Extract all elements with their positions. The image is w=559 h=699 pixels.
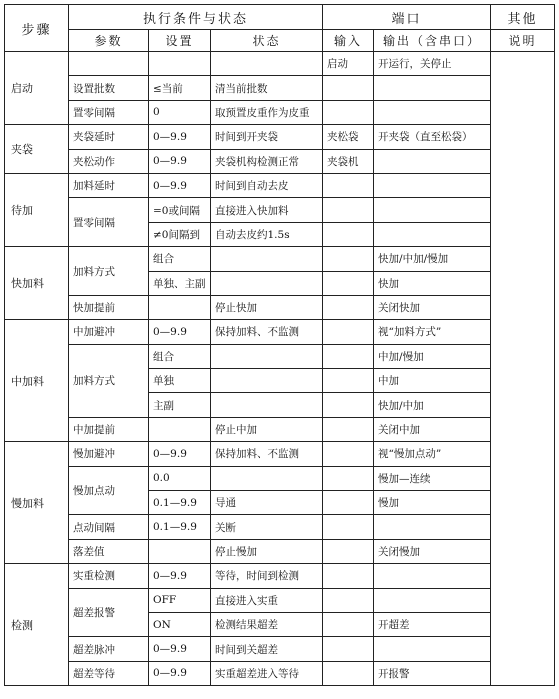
table-row xyxy=(5,588,555,612)
setting-cell: 组合 xyxy=(149,247,211,271)
input-cell xyxy=(323,173,374,197)
table-row xyxy=(5,466,555,490)
param-cell: 实重检测 xyxy=(69,564,149,588)
state-cell xyxy=(211,466,323,490)
setting-cell: 单独 xyxy=(149,369,211,393)
step-cell: 检测 xyxy=(5,564,69,686)
param-cell: 点动间隔 xyxy=(69,515,149,539)
setting-cell: 0—9.9 xyxy=(149,173,211,197)
header-step: 步骤 xyxy=(5,5,69,52)
input-cell xyxy=(323,515,374,539)
setting-cell: 组合 xyxy=(149,344,211,368)
state-cell: 停止慢加 xyxy=(211,539,323,563)
table-row xyxy=(5,247,555,271)
input-cell xyxy=(323,271,374,295)
output-cell: 关闭快加 xyxy=(374,295,491,319)
input-cell xyxy=(323,661,374,685)
output-cell xyxy=(374,173,491,197)
param-cell: 置零间隔 xyxy=(69,198,149,247)
state-cell: 时间到开夹袋 xyxy=(211,125,323,149)
state-cell: 停止中加 xyxy=(211,417,323,441)
table-row xyxy=(5,76,555,100)
param-cell xyxy=(69,52,149,76)
state-cell: 自动去皮约1.5s xyxy=(211,222,323,246)
table-row xyxy=(5,344,555,368)
state-cell xyxy=(211,247,323,271)
table-row xyxy=(5,539,555,563)
output-cell: 快加 xyxy=(374,271,491,295)
input-cell xyxy=(323,369,374,393)
param-cell: 夹松动作 xyxy=(69,149,149,173)
output-cell: 开超差 xyxy=(374,612,491,636)
state-cell: 等待，时间到检测 xyxy=(211,564,323,588)
step-cell: 启动 xyxy=(5,52,69,125)
output-cell: 视“加料方式” xyxy=(374,320,491,344)
setting-cell: 0—9.9 xyxy=(149,661,211,685)
output-cell xyxy=(374,222,491,246)
param-cell: 夹袋延时 xyxy=(69,125,149,149)
header-input: 输入 xyxy=(323,30,374,52)
setting-cell: ≠0间隔到 xyxy=(149,222,211,246)
step-cell: 待加 xyxy=(5,173,69,246)
param-cell: 超差脉冲 xyxy=(69,637,149,661)
param-cell: 置零间隔 xyxy=(69,100,149,124)
input-cell xyxy=(323,247,374,271)
setting-cell: 0—9.9 xyxy=(149,637,211,661)
state-cell: 清当前批数 xyxy=(211,76,323,100)
input-cell xyxy=(323,612,374,636)
header-row-2 xyxy=(5,30,555,52)
step-cell: 慢加料 xyxy=(5,442,69,564)
state-cell: 直接进入快加料 xyxy=(211,198,323,222)
table-row xyxy=(5,52,555,76)
setting-cell: ON xyxy=(149,612,211,636)
output-cell: 慢加 xyxy=(374,491,491,515)
output-cell: 快加/中加 xyxy=(374,393,491,417)
output-cell xyxy=(374,588,491,612)
header-exec: 执行条件与状态 xyxy=(69,5,323,30)
param-cell: 慢加点动 xyxy=(69,466,149,515)
header-state: 状态 xyxy=(211,30,323,52)
state-cell: 直接进入实重 xyxy=(211,588,323,612)
table-row xyxy=(5,295,555,319)
header-other: 其他 xyxy=(491,5,555,30)
setting-cell: OFF xyxy=(149,588,211,612)
setting-cell xyxy=(149,539,211,563)
output-cell xyxy=(374,100,491,124)
table-row xyxy=(5,173,555,197)
table-row xyxy=(5,125,555,149)
table-row xyxy=(5,515,555,539)
input-cell xyxy=(323,222,374,246)
process-table-container xyxy=(4,4,554,697)
state-cell: 导通 xyxy=(211,491,323,515)
setting-cell: 0—9.9 xyxy=(149,320,211,344)
output-cell: 视“慢加点动” xyxy=(374,442,491,466)
step-cell: 夹袋 xyxy=(5,125,69,174)
param-cell: 慢加避冲 xyxy=(69,442,149,466)
table-row xyxy=(5,198,555,222)
output-cell xyxy=(374,515,491,539)
param-cell: 设置批数 xyxy=(69,76,149,100)
param-cell: 加料延时 xyxy=(69,173,149,197)
state-cell: 停止快加 xyxy=(211,295,323,319)
table-row xyxy=(5,637,555,661)
state-cell xyxy=(211,344,323,368)
output-cell: 中加/慢加 xyxy=(374,344,491,368)
param-cell: 超差报警 xyxy=(69,588,149,637)
header-output: 输出（含串口） xyxy=(374,30,491,52)
param-cell: 快加提前 xyxy=(69,295,149,319)
table-row xyxy=(5,149,555,173)
input-cell xyxy=(323,637,374,661)
output-cell xyxy=(374,637,491,661)
header-param: 参数 xyxy=(69,30,149,52)
setting-cell: 0—9.9 xyxy=(149,125,211,149)
process-table xyxy=(4,4,555,686)
input-cell xyxy=(323,564,374,588)
table-row xyxy=(5,100,555,124)
setting-cell: 0—9.9 xyxy=(149,442,211,466)
state-cell: 实重超差进入等待 xyxy=(211,661,323,685)
output-cell: 快加/中加/慢加 xyxy=(374,247,491,271)
input-cell xyxy=(323,417,374,441)
input-cell xyxy=(323,198,374,222)
setting-cell: 0 xyxy=(149,100,211,124)
output-cell: 中加 xyxy=(374,369,491,393)
output-cell xyxy=(374,564,491,588)
input-cell xyxy=(323,442,374,466)
input-cell: 夹松袋 xyxy=(323,125,374,149)
setting-cell: 主副 xyxy=(149,393,211,417)
table-row xyxy=(5,564,555,588)
setting-cell xyxy=(149,52,211,76)
note-cell xyxy=(491,52,555,686)
output-cell xyxy=(374,198,491,222)
setting-cell: 0.1—9.9 xyxy=(149,515,211,539)
output-cell: 开夹袋（直至松袋） xyxy=(374,125,491,149)
param-cell: 中加提前 xyxy=(69,417,149,441)
state-cell: 取预置皮重作为皮重 xyxy=(211,100,323,124)
input-cell xyxy=(323,539,374,563)
state-cell: 保持加料、不监测 xyxy=(211,442,323,466)
table-row xyxy=(5,320,555,344)
state-cell: 夹袋机构检测正常 xyxy=(211,149,323,173)
param-cell: 落差值 xyxy=(69,539,149,563)
input-cell xyxy=(323,491,374,515)
setting-cell: 0.1—9.9 xyxy=(149,491,211,515)
param-cell: 中加避冲 xyxy=(69,320,149,344)
input-cell xyxy=(323,466,374,490)
step-cell: 快加料 xyxy=(5,247,69,320)
state-cell: 时间到关超差 xyxy=(211,637,323,661)
setting-cell xyxy=(149,417,211,441)
table-row xyxy=(5,417,555,441)
input-cell xyxy=(323,393,374,417)
setting-cell: =0或间隔 xyxy=(149,198,211,222)
param-cell: 超差等待 xyxy=(69,661,149,685)
setting-cell: 0—9.9 xyxy=(149,149,211,173)
input-cell xyxy=(323,100,374,124)
param-cell: 加料方式 xyxy=(69,247,149,296)
setting-cell: 0.0 xyxy=(149,466,211,490)
step-cell: 中加料 xyxy=(5,320,69,442)
input-cell xyxy=(323,588,374,612)
param-cell: 加料方式 xyxy=(69,344,149,417)
output-cell: 关闭慢加 xyxy=(374,539,491,563)
table-row xyxy=(5,661,555,685)
output-cell: 关闭中加 xyxy=(374,417,491,441)
output-cell: 开报警 xyxy=(374,661,491,685)
output-cell: 开运行，关停止 xyxy=(374,52,491,76)
state-cell: 关断 xyxy=(211,515,323,539)
header-setting: 设置 xyxy=(149,30,211,52)
header-note: 说明 xyxy=(491,30,555,52)
output-cell xyxy=(374,76,491,100)
setting-cell: ≤当前 xyxy=(149,76,211,100)
state-cell: 检测结果超差 xyxy=(211,612,323,636)
state-cell: 保持加料、不监测 xyxy=(211,320,323,344)
input-cell xyxy=(323,344,374,368)
header-port: 端口 xyxy=(323,5,491,30)
table-row xyxy=(5,442,555,466)
input-cell xyxy=(323,76,374,100)
state-cell xyxy=(211,369,323,393)
header-row-1 xyxy=(5,5,555,30)
setting-cell: 单独、主副 xyxy=(149,271,211,295)
output-cell xyxy=(374,149,491,173)
input-cell: 夹袋机 xyxy=(323,149,374,173)
input-cell: 启动 xyxy=(323,52,374,76)
state-cell xyxy=(211,393,323,417)
state-cell xyxy=(211,271,323,295)
input-cell xyxy=(323,320,374,344)
output-cell: 慢加—连续 xyxy=(374,466,491,490)
state-cell xyxy=(211,52,323,76)
state-cell: 时间到自动去皮 xyxy=(211,173,323,197)
setting-cell: 0—9.9 xyxy=(149,564,211,588)
setting-cell xyxy=(149,295,211,319)
input-cell xyxy=(323,295,374,319)
